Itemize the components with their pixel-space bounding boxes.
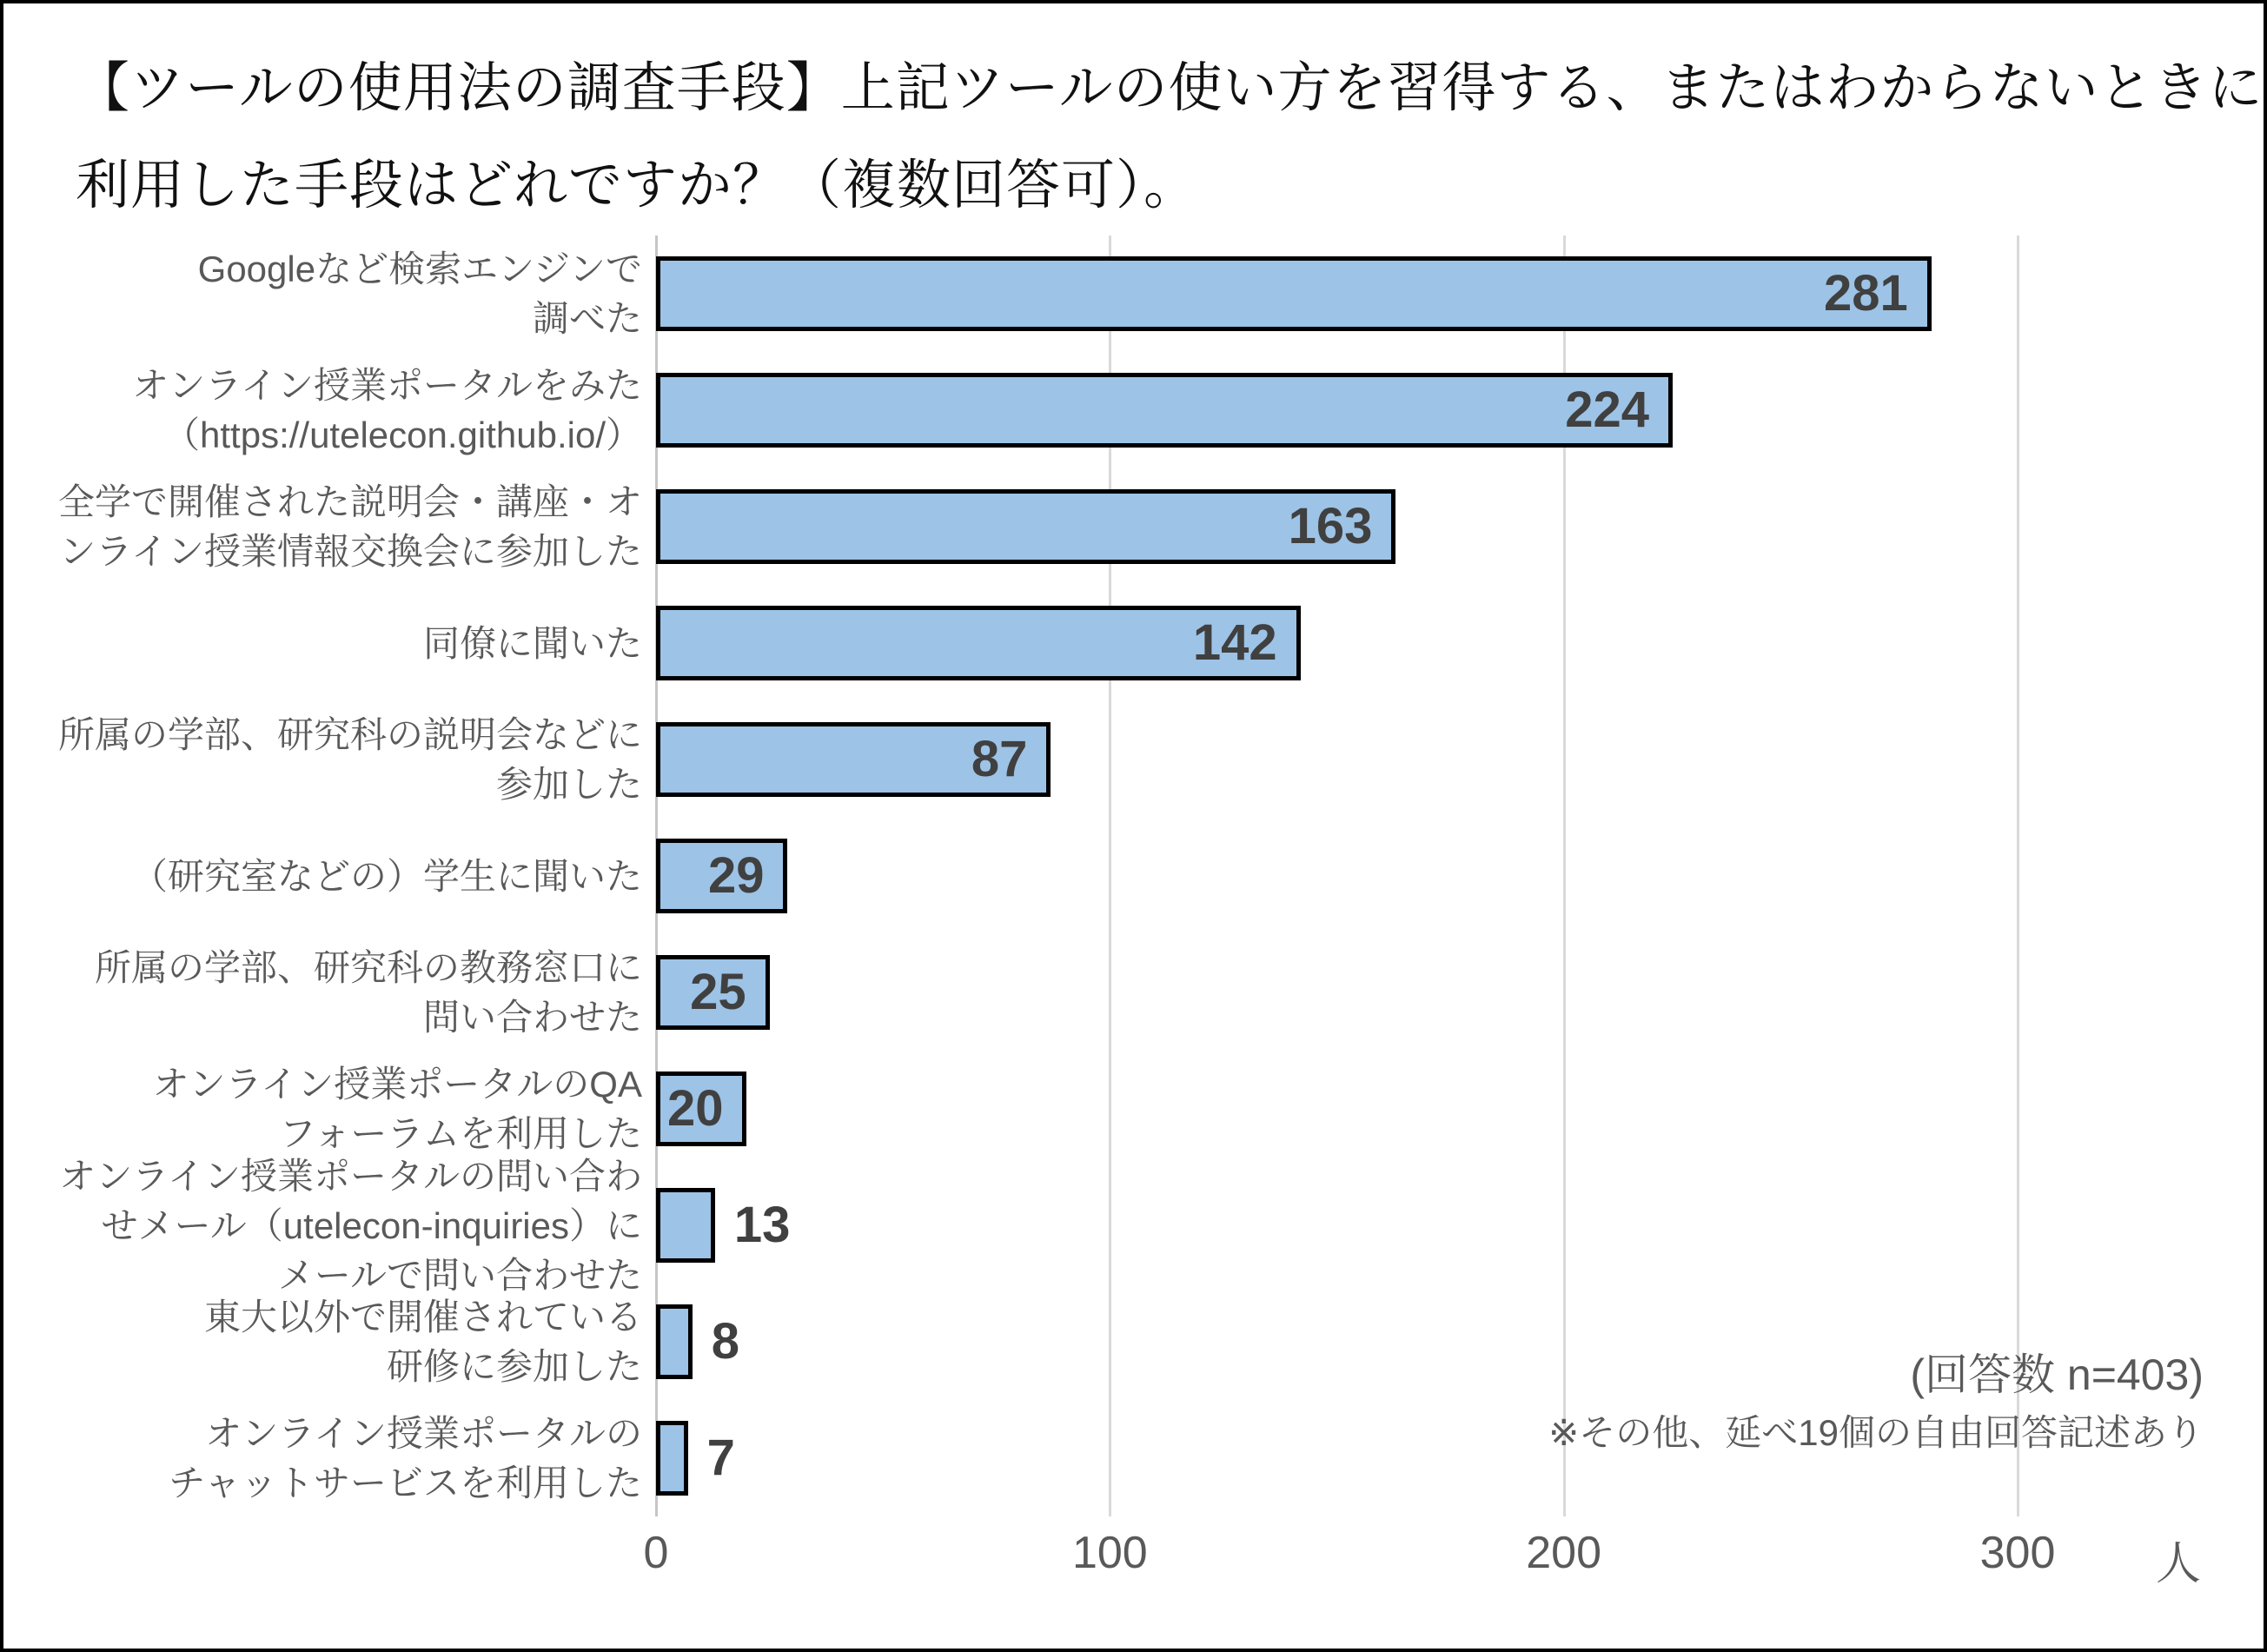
chart-title-line-1: 【ツールの使用法の調査手段】上記ツールの使い方を習得する、またはわからないときに	[76, 58, 2264, 118]
category-label-line: 所属の学部、研究科の説明会などに	[57, 714, 642, 755]
category-label	[38, 585, 642, 701]
bar-10	[656, 1304, 693, 1379]
category-label	[38, 701, 642, 818]
category-label-line: 同僚に聞いた	[422, 622, 642, 664]
axis-unit-label: 人	[2155, 1539, 2201, 1589]
bar-value-label: 142	[1192, 614, 1277, 671]
bar-4	[656, 606, 1301, 680]
category-label-line: メールで問い合わせた	[277, 1254, 642, 1296]
bar-2	[656, 373, 1673, 448]
bar-value-label: 224	[1565, 381, 1650, 438]
category-label	[38, 1051, 642, 1167]
bar-value-label: 20	[666, 1080, 724, 1137]
category-label-line: せメール（utelecon-inquiries）に	[101, 1204, 642, 1246]
bar-value-label: 87	[971, 731, 1028, 787]
category-label-line: フォーラムを利用した	[279, 1113, 642, 1154]
category-label	[38, 1284, 642, 1400]
category-label-line: オンライン授業ポータルの	[205, 1413, 642, 1454]
category-label-line: 全学で開催された説明会・講座・オ	[57, 481, 642, 522]
bar-value-label: 29	[707, 847, 765, 904]
category-label-line: オンライン授業ポータルの問い合わ	[59, 1155, 642, 1197]
category-label	[38, 236, 642, 352]
category-label	[38, 1400, 642, 1516]
annotation-response-count: (回答数 n=403)	[1910, 1350, 2204, 1399]
category-label	[38, 352, 642, 468]
category-label-line: ンライン授業情報交換会に参加した	[59, 531, 642, 572]
bar-5	[656, 722, 1051, 797]
bar-7	[656, 955, 770, 1030]
category-label-line: 所属の学部、研究科の教務窓口に	[94, 947, 642, 988]
category-label-line: Googleなど検索エンジンで	[197, 249, 642, 289]
x-tick-label-200: 200	[1526, 1528, 1602, 1578]
category-label-line: 東大以外で開催されている	[203, 1297, 642, 1337]
bar-value-label: 163	[1288, 498, 1373, 554]
category-label	[38, 818, 642, 934]
bar-1	[656, 256, 1932, 331]
category-label-line: 問い合わせた	[422, 997, 642, 1038]
bar-value-label: 281	[1823, 265, 1908, 322]
annotation-free-answers-note: ※その他、延べ19個の自由回答記述あり	[1548, 1412, 2204, 1453]
bar-value-label: 8	[711, 1313, 740, 1370]
category-label-line: 参加した	[495, 764, 642, 805]
x-tick-label-300: 300	[1979, 1528, 2056, 1578]
bar-value-label: 13	[733, 1197, 791, 1253]
bar-3	[656, 489, 1395, 564]
bar-value-label: 7	[706, 1430, 735, 1486]
bar-value-label: 25	[690, 964, 746, 1020]
category-label-line: （https://utelecon.github.io/）	[163, 415, 642, 455]
bar-11	[656, 1421, 688, 1496]
category-label	[38, 1155, 642, 1296]
annotation-block	[1548, 1347, 2204, 1458]
bar-9	[656, 1188, 715, 1263]
category-label-line: 調べた	[532, 298, 642, 339]
category-label-line: オンライン授業ポータルのQA	[152, 1064, 642, 1105]
category-label-line: チャットサービスを利用した	[169, 1463, 642, 1503]
bar-6	[656, 839, 787, 913]
chart-title-line-2: 利用した手段はどれですか？（複数回答可）。	[76, 156, 1199, 216]
category-label-line: （研究室などの）学生に聞いた	[130, 855, 642, 897]
x-tick-label-100: 100	[1071, 1528, 1148, 1578]
category-label-line: 研修に参加した	[386, 1346, 642, 1387]
gridline-x300	[2017, 236, 2019, 1516]
category-label	[38, 468, 642, 585]
category-label-line: オンライン授業ポータルをみた	[132, 365, 642, 406]
category-label	[38, 934, 642, 1051]
x-tick-label-0: 0	[643, 1528, 669, 1578]
bar-8	[656, 1071, 746, 1146]
